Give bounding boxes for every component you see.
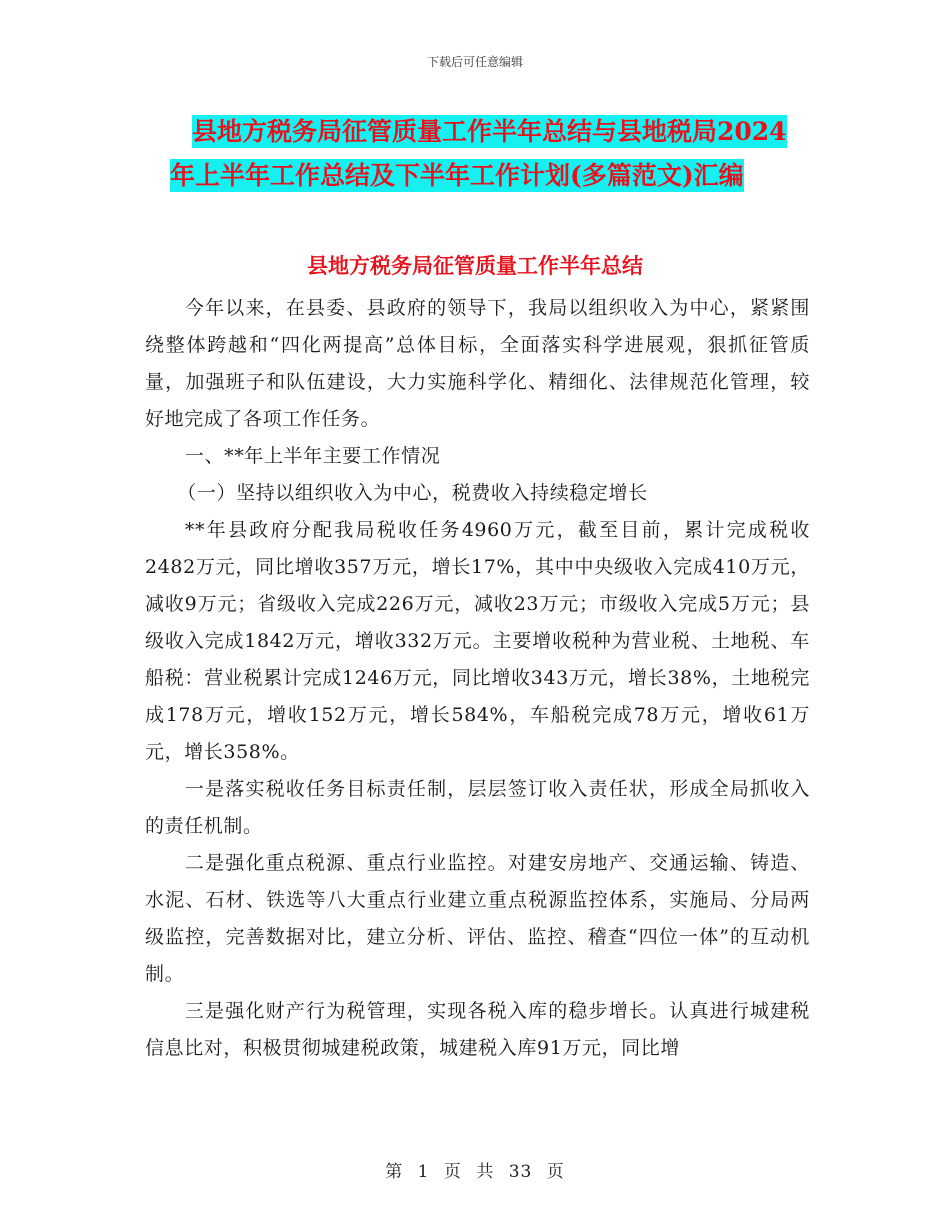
body-text	[145, 290, 810, 1067]
paragraph-point-2: 二是强化重点税源、重点行业监控。对建安房地产、交通运输、铸造、水泥、石材、铁选等八大重点行业建立重点税源监控体系，实施局、分局两级监控，完善数据对比，建立分析、评估、监控、稽查“四位一体”的互动机制。	[145, 852, 810, 985]
footer-page-prefix: 第	[385, 1162, 404, 1182]
paragraph-subheading-1: （一）坚持以组织收入为中心，税费收入持续稳定增长	[177, 482, 648, 504]
paragraph-point-3: 三是强化财产行为税管理，实现各税入库的稳步增长。认真进行城建税信息比对，积极贯彻城建税政策，城建税入库91万元，同比增	[145, 1000, 810, 1059]
footer-total-prefix: 共	[476, 1162, 495, 1182]
title-line-2: 年上半年工作总结及下半年工作计划(多篇范文)汇编	[170, 161, 744, 190]
paragraph-heading-1: 一、**年上半年主要工作情况	[184, 445, 441, 467]
paragraph-intro: 今年以来，在县委、县政府的领导下，我局以组织收入为中心，紧紧围绕整体跨越和“四化两提高”总体目标，全面落实科学进展观，狠抓征管质量，加强班子和队伍建设，大力实施科学化、精细化、法律规范化管理，较好地完成了各项工作任务。	[145, 297, 810, 430]
footer-total-pages: 33	[508, 1162, 533, 1182]
section-heading: 县地方税务局征管质量工作半年总结	[307, 253, 643, 278]
footer-page-mid: 页	[443, 1162, 462, 1182]
document-title	[170, 110, 820, 198]
page-footer	[0, 1157, 950, 1182]
title-line-1: 县地方税务局征管质量工作半年总结与县地税局2024	[192, 117, 787, 146]
header-note: 下载后可任意编辑	[426, 55, 523, 69]
footer-total-suffix: 页	[546, 1162, 565, 1182]
paragraph-revenue: **年县政府分配我局税收任务4960万元，截至目前，累计完成税收2482万元，同比增收357万元，增长17%，其中中央级收入完成410万元，减收9万元；省级收入完成226万元，减收23万元；市级收入完成5万元；县级收入完成1842万元，增收332万元。主要增收税种为营业税、土地税、车船税：营业税累计完成1246万元，同比增收343万元，增长38%，土地税完成178万元，增收152万元，增长584%，车船税完成78万元，增收61万元，增长358%。	[145, 519, 810, 763]
paragraph-point-1: 一是落实税收任务目标责任制，层层签订收入责任状，形成全局抓收入的责任机制。	[145, 778, 810, 837]
footer-page-number: 1	[417, 1162, 430, 1182]
